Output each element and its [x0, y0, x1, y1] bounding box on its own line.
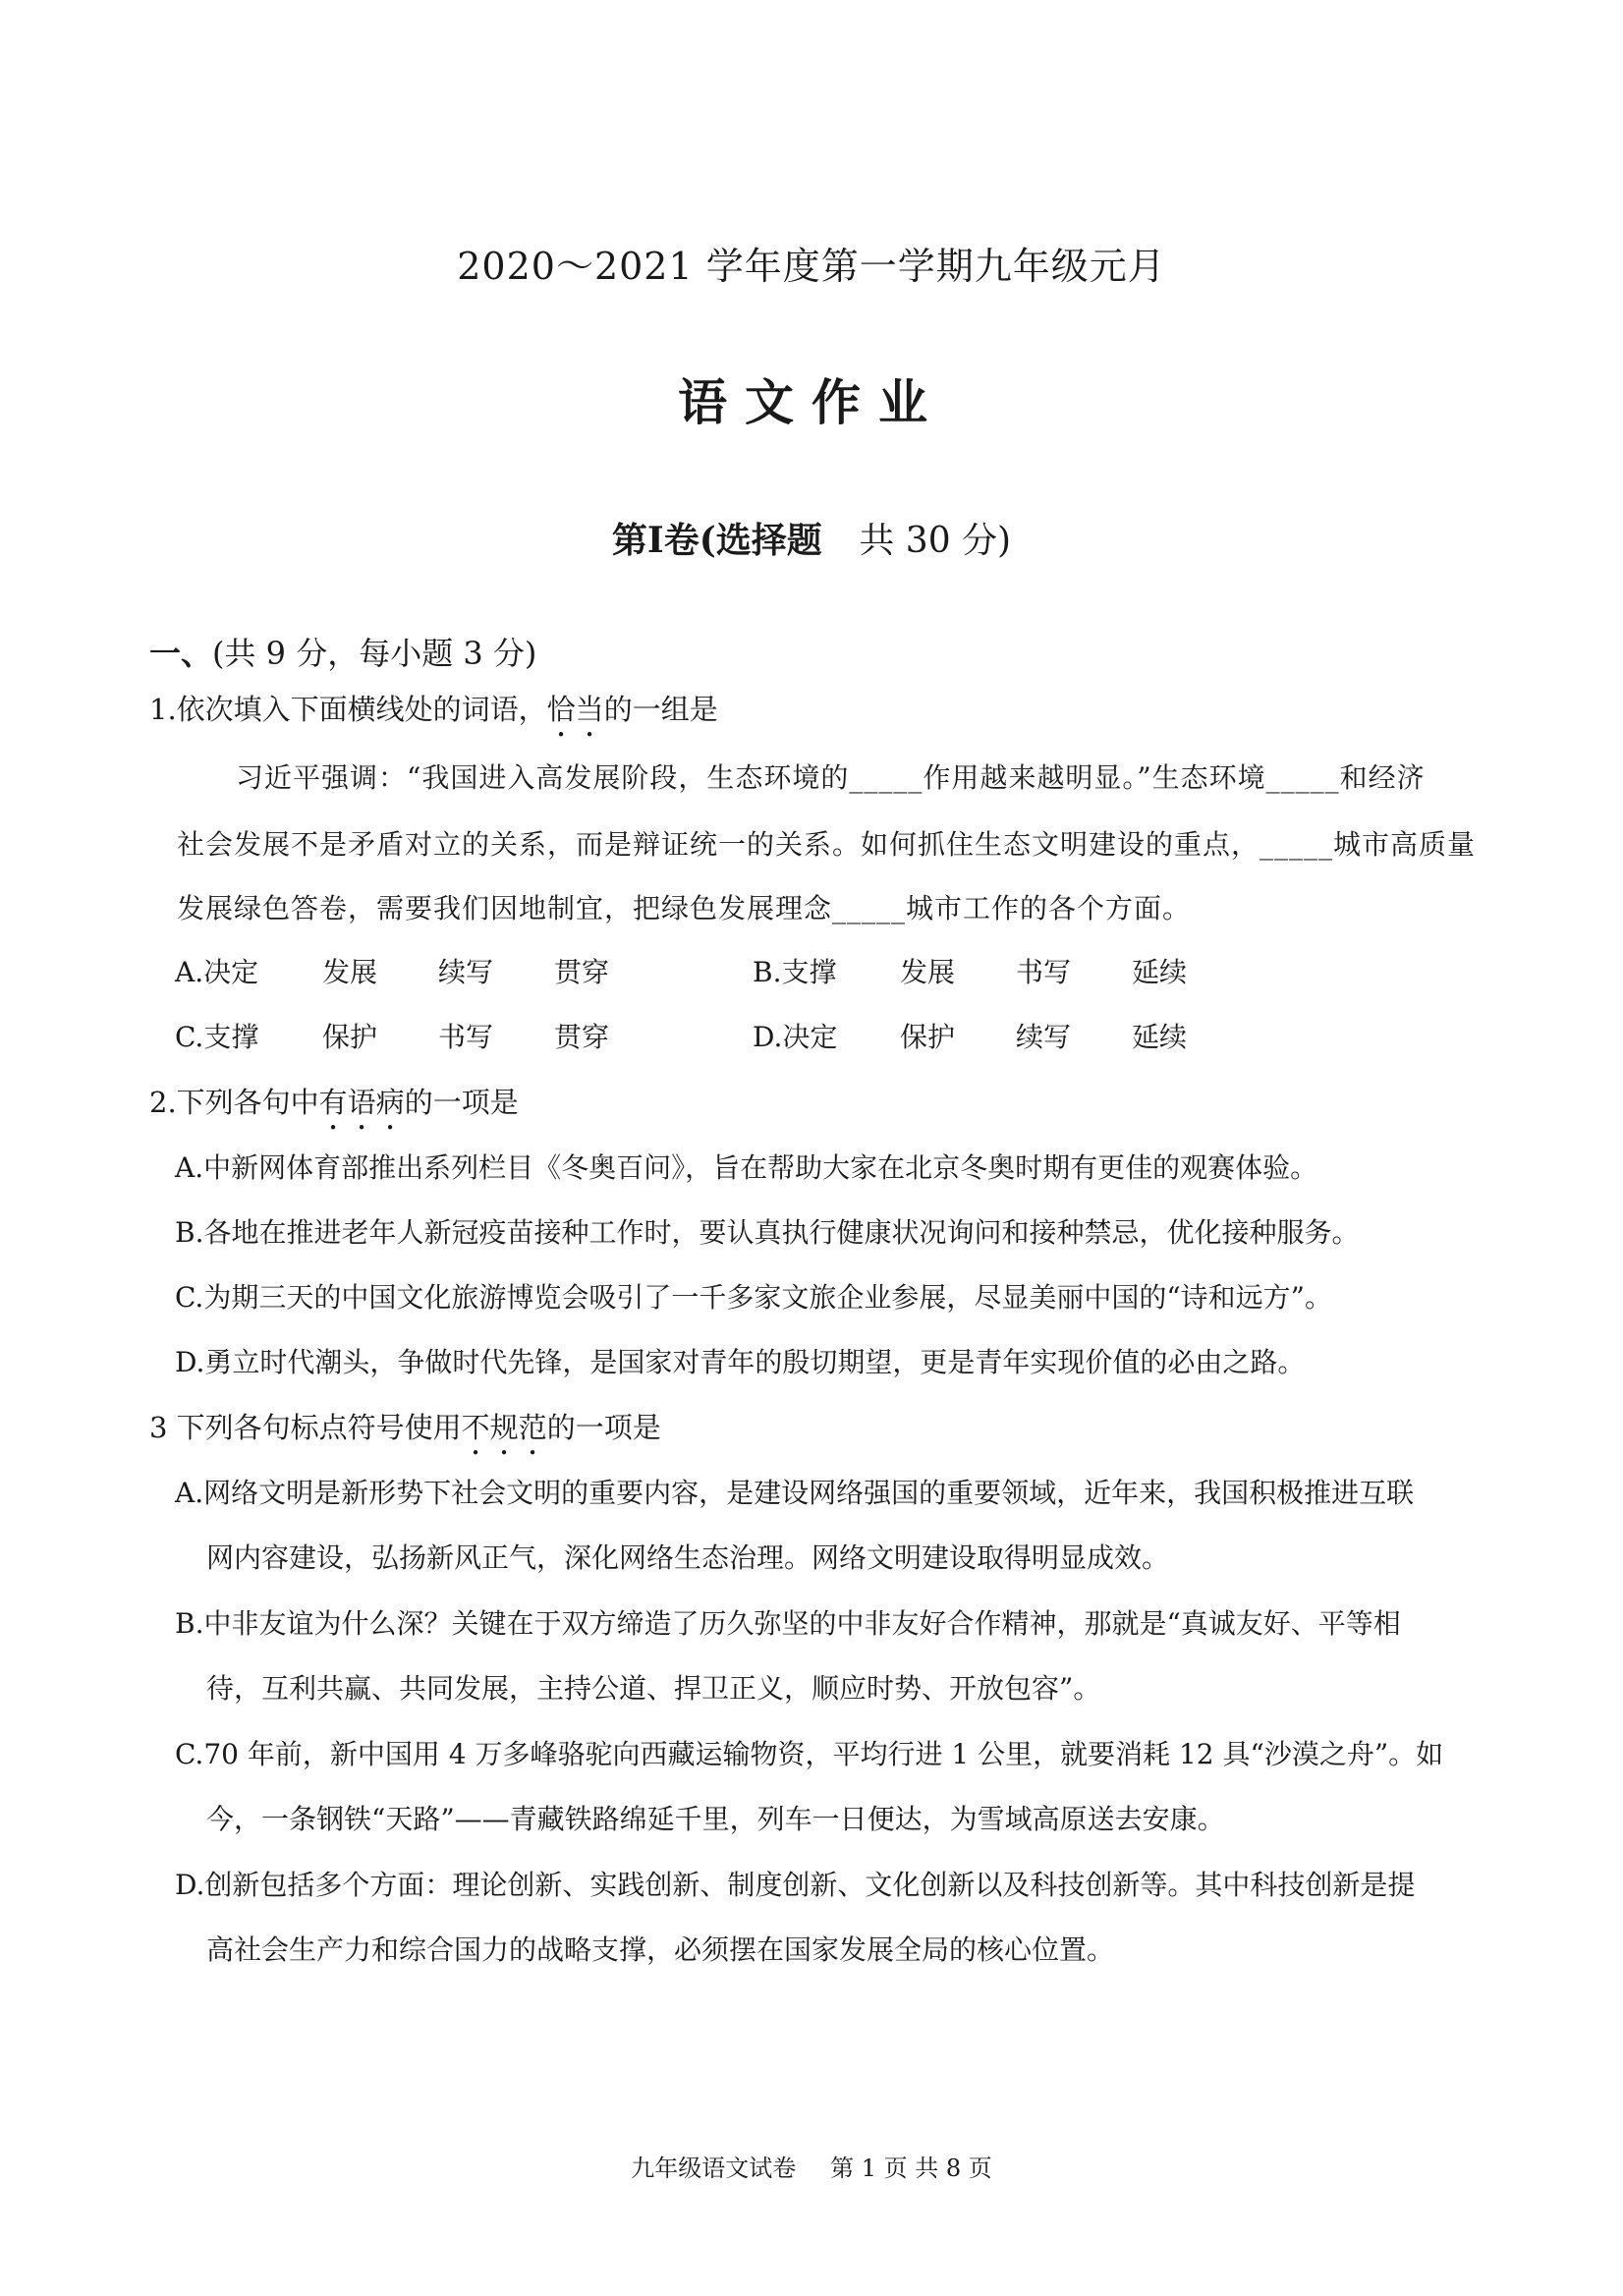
q2-stem-emphasis: 有语病	[318, 1086, 405, 1119]
question-1-stem	[149, 688, 718, 744]
footer-exam-name: 九年级语文试卷	[631, 2155, 797, 2182]
q1-option-d-word-2: 续写	[1016, 1021, 1072, 1053]
q1-option-d-word-3: 延续	[1132, 1021, 1188, 1053]
q1-option-b	[753, 951, 1187, 990]
q3-option-c-line-1: C.70 年前，新中国用 4 万多峰骆驼向西藏运输物资，平均行进 1 公里，就要消耗 12 具“沙漠之舟”。如	[175, 1738, 1444, 1770]
q3-option-b-line-1: B.中非友谊为什么深？关键在于双方缔造了历久弥坚的中非友好合作精神，那就是“真诚友好、平等相	[175, 1607, 1401, 1640]
q3-option-a-line-1: A.网络文明是新形势下社会文明的重要内容，是建设网络强国的重要领域，近年来，我国积极推进互联	[175, 1477, 1415, 1509]
q3-option-d-line-1: D.创新包括多个方面：理论创新、实践创新、制度创新、文化创新以及科技创新等。其中科技创新是提	[175, 1869, 1416, 1901]
part-heading	[0, 513, 1623, 563]
q1-option-a-word-3: 贯穿	[554, 956, 610, 988]
q1-option-b-label: B.支撑	[753, 956, 837, 988]
q1-option-a-label: A.决定	[175, 956, 259, 988]
exam-term: 2020～2021 学年度第一学期九年级元月	[457, 245, 1166, 288]
q1-option-d	[753, 1016, 1187, 1055]
q2-stem-post: 的一项是	[404, 1086, 519, 1119]
q3-stem-post: 的一项是	[546, 1411, 661, 1444]
q1-option-b-word-3: 延续	[1132, 956, 1188, 988]
section-detail: (共 9 分，每小题 3 分)	[212, 635, 537, 672]
q1-option-a-word-1: 发展	[322, 956, 378, 988]
q1-option-c-label: C.支撑	[175, 1021, 259, 1053]
q1-option-a-word-2: 续写	[438, 956, 494, 988]
q2-option-d: D.勇立时代潮头，争做时代先锋，是国家对青年的殷切期望，更是青年实现价值的必由之路。	[175, 1346, 1306, 1378]
section-label: 一、	[149, 635, 213, 672]
page-footer	[0, 2149, 1623, 2183]
q1-option-d-word-1: 保护	[900, 1021, 956, 1053]
question-3-stem	[149, 1406, 661, 1462]
page-title: 语文作业	[678, 374, 945, 431]
q3-option-b-line-2: 待，互利共赢、共同发展，主持公道、捍卫正义，顺应时势、开放包容”。	[206, 1672, 1101, 1705]
q1-option-d-label: D.决定	[753, 1021, 838, 1053]
q1-stem-emphasis: 恰当	[546, 693, 604, 726]
q1-option-c-word-1: 保护	[322, 1021, 378, 1053]
q1-passage-line-3: 发展绿色答卷，需要我们因地制宜，把绿色发展理念_____城市工作的各个方面。	[177, 892, 1192, 924]
footer-page-number: 第 1 页 共 8 页	[830, 2155, 992, 2182]
q1-passage-line-2: 社会发展不是矛盾对立的关系，而是辩证统一的关系。如何抓住生态文明建设的重点，_____城市高质量	[177, 828, 1477, 861]
q3-stem-pre: 3 下列各句标点符号使用	[149, 1411, 462, 1444]
q3-option-a-line-2: 网内容建设，弘扬新风正气，深化网络生态治理。网络文明建设取得明显成效。	[206, 1541, 1170, 1574]
section-heading	[149, 629, 536, 674]
q1-passage-line-1: 习近平强调：“我国进入高发展阶段，生态环境的_____作用越来越明显。”生态环境_____和经济	[236, 761, 1426, 794]
q1-option-c-word-3: 贯穿	[554, 1021, 610, 1053]
q1-option-a	[175, 951, 609, 990]
part-label: 第Ⅰ卷(选择题	[611, 520, 822, 561]
q2-option-c: C.为期三天的中国文化旅游博览会吸引了一千多家文旅企业参展，尽显美丽中国的“诗和远方”。	[175, 1281, 1332, 1314]
q2-option-a: A.中新网体育部推出系列栏目《冬奥百问》，旨在帮助大家在北京冬奥时期有更佳的观赛体验。	[175, 1151, 1318, 1184]
q3-stem-emphasis: 不规范	[461, 1411, 547, 1444]
q3-option-c-line-2: 今，一条钢铁“天路”——青藏铁路绵延千里，列车一日便达，为雪域高原送去安康。	[206, 1803, 1225, 1835]
q3-option-d-line-2: 高社会生产力和综合国力的战略支撑，必须摆在国家发展全局的核心位置。	[206, 1933, 1115, 1966]
question-2-stem	[149, 1081, 519, 1137]
q1-option-b-word-2: 书写	[1016, 956, 1072, 988]
q2-option-b: B.各地在推进老年人新冠疫苗接种工作时，要认真执行健康状况询问和接种禁忌，优化接种服务。	[175, 1216, 1360, 1249]
q1-stem-pre: 1.依次填入下面横线处的词语，	[149, 693, 547, 726]
q1-stem-post: 的一组是	[603, 693, 718, 726]
part-score: 共 30 分)	[859, 521, 1012, 561]
q2-stem-pre: 2.下列各句中	[149, 1086, 319, 1119]
q1-option-b-word-1: 发展	[900, 956, 956, 988]
q1-option-c	[175, 1016, 609, 1055]
q1-option-c-word-2: 书写	[438, 1021, 494, 1053]
